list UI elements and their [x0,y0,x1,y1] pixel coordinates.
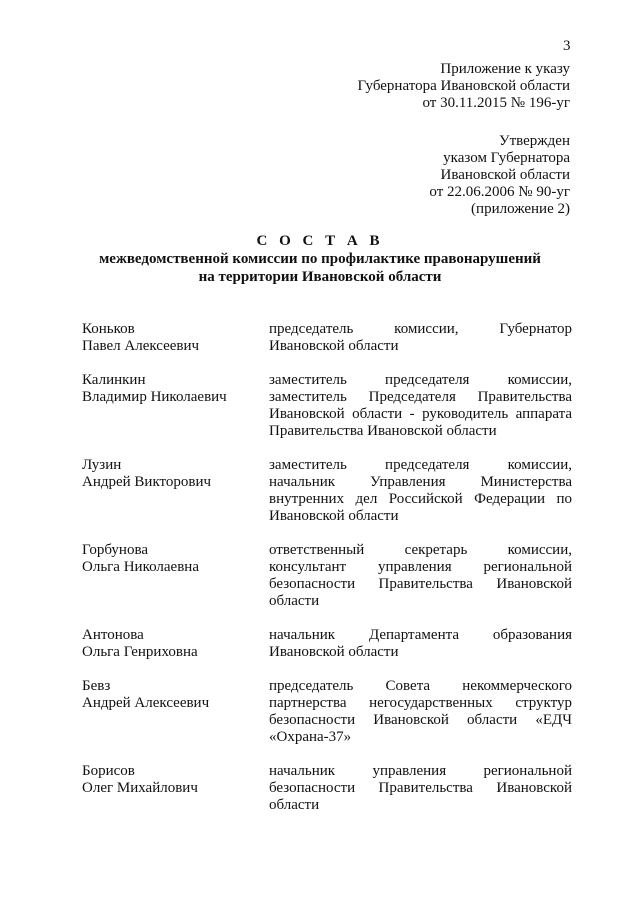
annex-reference [357,61,570,112]
member-list [82,321,572,831]
position-line: начальник Управления Министерства [269,474,572,490]
position-line: «Охрана-37» [269,729,352,745]
approval-line: (приложение 2) [471,201,570,217]
approval-line: от 22.06.2006 № 90-уг [429,184,570,200]
member-surname: Борисов [82,763,135,779]
position-line: Ивановской области [269,338,399,354]
member-row [82,372,572,440]
position-line: Правительства Ивановской области [269,423,497,439]
member-position [269,627,572,661]
member-surname: Бевз [82,678,111,694]
member-row [82,457,572,525]
approval-line: Ивановской области [440,167,570,183]
annex-line: Губернатора Ивановской области [357,78,570,94]
member-surname: Коньков [82,321,135,337]
position-line: партнерства негосударственных структур [269,695,572,711]
position-line: председатель комиссии, Губернатор [269,321,572,337]
position-line: председатель Совета некоммерческого [269,678,572,694]
member-position [269,372,572,440]
position-line: безопасности Ивановской области «ЕДЧ [269,712,572,728]
approval-stamp [429,133,570,218]
annex-line: Приложение к указу [440,61,570,77]
member-given-name: Андрей Алексеевич [82,695,210,711]
member-name [82,321,269,355]
approval-line: Утвержден [498,133,570,149]
page-number: 3 [563,38,571,54]
member-given-name: Олег Михайлович [82,780,198,796]
position-line: безопасности Правительства Ивановской [269,780,572,796]
member-given-name: Андрей Викторович [82,474,212,490]
position-line: заместитель председателя комиссии, [269,457,572,473]
position-line: консультант управления региональной [269,559,572,575]
member-row [82,627,572,661]
member-position [269,763,572,814]
member-name [82,627,269,661]
document-subtitle-line: межведомственной комиссии по профилактике правонарушений [99,251,541,267]
position-line: начальник управления региональной [269,763,572,779]
position-line: Ивановской области [269,508,399,524]
document-subtitle-line: на территории Ивановской области [198,269,442,285]
member-name [82,372,269,440]
member-given-name: Владимир Николаевич [82,389,227,405]
document-title: С О С Т А В [256,233,384,249]
member-row [82,321,572,355]
member-name [82,763,269,814]
member-given-name: Павел Алексеевич [82,338,200,354]
member-position [269,678,572,746]
member-given-name: Ольга Генриховна [82,644,198,660]
member-surname: Горбунова [82,542,148,558]
member-name [82,542,269,610]
annex-line: от 30.11.2015 № 196-уг [422,95,570,111]
member-row [82,678,572,746]
position-line: начальник Департамента образования [269,627,572,643]
member-name [82,678,269,746]
member-surname: Калинкин [82,372,146,388]
position-line: безопасности Правительства Ивановской [269,576,572,592]
member-position [269,321,572,355]
member-position [269,542,572,610]
position-line: ответственный секретарь комиссии, [269,542,572,558]
position-line: области [269,797,320,813]
position-line: области [269,593,320,609]
position-line: заместитель Председателя Правительства [269,389,572,405]
document-heading [0,232,640,286]
position-line: Ивановской области [269,644,399,660]
member-name [82,457,269,525]
position-line: Ивановской области - руководитель аппарата [269,406,572,422]
member-position [269,457,572,525]
position-line: внутренних дел Российской Федерации по [269,491,572,507]
member-row [82,763,572,814]
member-row [82,542,572,610]
member-surname: Антонова [82,627,144,643]
approval-line: указом Губернатора [443,150,570,166]
member-surname: Лузин [82,457,122,473]
position-line: заместитель председателя комиссии, [269,372,572,388]
member-given-name: Ольга Николаевна [82,559,199,575]
